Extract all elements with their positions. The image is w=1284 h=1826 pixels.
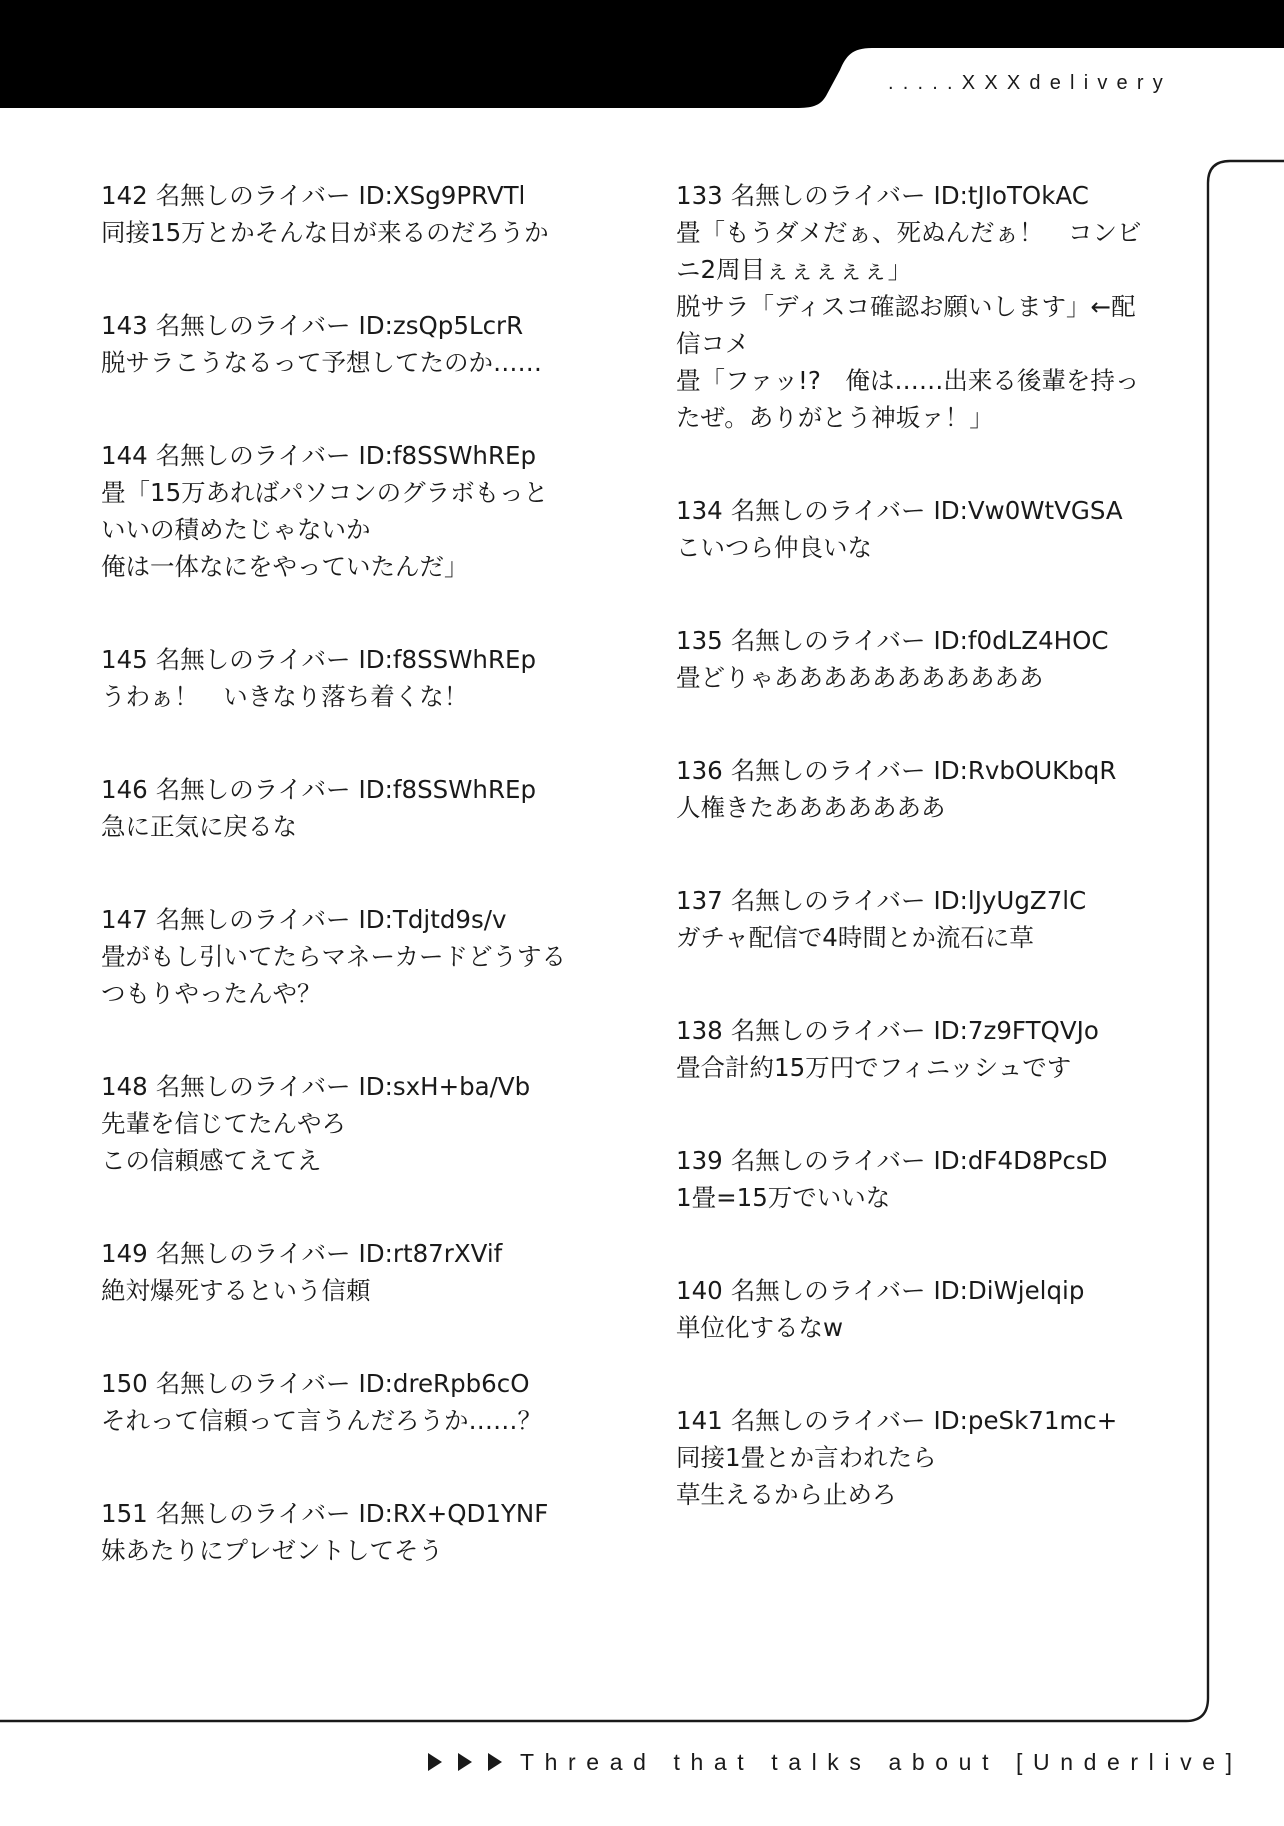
thread-post [676,1402,1156,1513]
post-body-line: 畳「15万あればパソコンのグラボもっと [101,478,549,507]
poster-name: 名無しのライバー [730,1276,926,1305]
post-header [101,901,581,938]
poster-name: 名無しのライバー [155,1499,351,1528]
post-header [676,1142,1156,1179]
post-header [101,1365,581,1402]
poster-name: 名無しのライバー [730,496,926,525]
post-header [101,771,581,808]
thread-post [676,1012,1156,1086]
post-header [101,641,581,678]
post-number: 146 [101,775,148,804]
post-body-line: 同接1畳とか言われたら [676,1443,937,1472]
poster-name: 名無しのライバー [155,1072,351,1101]
poster-id: ID:Tdjtd9s/v [358,905,507,934]
thread-post [101,437,581,585]
poster-id: ID:f8SSWhREp [358,645,537,674]
post-number: 135 [676,626,723,655]
post-body-line: ガチャ配信で4時間とか流石に草 [676,923,1034,952]
poster-id: ID:zsQp5LcrR [358,311,524,340]
post-number: 138 [676,1016,723,1045]
thread-post [101,1235,581,1309]
poster-name: 名無しのライバー [155,441,351,470]
post-body-line: 畳がもし引いてたらマネーカードどうする [101,942,567,971]
post-header [101,307,581,344]
post-number: 136 [676,756,723,785]
left-column [101,177,581,1625]
post-header [676,752,1156,789]
triangle-right-icon [488,1753,502,1771]
post-number: 142 [101,181,148,210]
post-number: 143 [101,311,148,340]
poster-id: ID:rt87rXVif [358,1239,503,1268]
post-number: 133 [676,181,723,210]
poster-id: ID:peSk71mc+ [933,1406,1118,1435]
footer [428,1744,1243,1780]
post-number: 145 [101,645,148,674]
post-header [676,1012,1156,1049]
poster-id: ID:XSg9PRVTl [358,181,526,210]
thread-post [676,1272,1156,1346]
poster-name: 名無しのライバー [155,905,351,934]
right-column [676,177,1156,1569]
poster-id: ID:RvbOUKbqR [933,756,1117,785]
post-body-line: 単位化するなw [676,1313,844,1342]
post-number: 137 [676,886,723,915]
post-body-line: うわぁ！ いきなり落ち着くな！ [101,682,469,711]
poster-id: ID:lJyUgZ7lC [933,886,1087,915]
poster-name: 名無しのライバー [730,1406,926,1435]
post-body-line: 急に正気に戻るな [101,812,297,841]
post-body-line: つもりやったんや？ [101,979,322,1008]
poster-id: ID:RX+QD1YNF [358,1499,549,1528]
poster-id: ID:Vw0WtVGSA [933,496,1123,525]
post-number: 134 [676,496,723,525]
poster-name: 名無しのライバー [730,886,926,915]
post-number: 150 [101,1369,148,1398]
post-body-line: いいの積めたじゃないか [101,515,371,544]
post-number: 144 [101,441,148,470]
post-header [676,1402,1156,1439]
post-body-line: 畳「もうダメだぁ、死ぬんだぁ！ コンビ [676,218,1142,247]
thread-post [676,622,1156,696]
post-body-line: 1畳=15万でいいな [676,1183,891,1212]
poster-id: ID:DiWjelqip [933,1276,1085,1305]
post-body-line: 草生えるから止めろ [676,1480,897,1509]
triangle-right-icon [428,1753,442,1771]
post-body-line: 俺は一体なにをやっていたんだ」 [101,552,469,581]
post-body-line: ニ2周目ぇぇぇぇぇ」 [676,255,913,284]
post-body-line: 信コメ [676,329,750,358]
thread-post [676,1142,1156,1216]
post-header [676,1272,1156,1309]
post-header [101,177,581,214]
post-body-line: 同接15万とかそんな日が来るのだろうか [101,218,549,247]
poster-id: ID:f8SSWhREp [358,775,537,804]
poster-name: 名無しのライバー [730,1146,926,1175]
post-header [101,1235,581,1272]
poster-name: 名無しのライバー [730,626,926,655]
post-body-line: 先輩を信じてたんやろ [101,1109,346,1138]
poster-name: 名無しのライバー [730,756,926,785]
footer-title: Thread that talks about [Underlive] [520,1748,1243,1775]
post-header [101,1495,581,1532]
post-body-line: この信頼感てえてえ [101,1146,322,1175]
post-body-line: たぜ。ありがとう神坂ァ！」 [676,403,994,432]
post-number: 148 [101,1072,148,1101]
running-title: .....XXXdelivery [888,72,1172,94]
post-number: 147 [101,905,148,934]
post-header [676,177,1156,214]
poster-id: ID:7z9FTQVJo [933,1016,1099,1045]
thread-post [101,771,581,845]
post-header [676,622,1156,659]
post-number: 141 [676,1406,723,1435]
thread-post [101,1068,581,1179]
post-number: 139 [676,1146,723,1175]
poster-name: 名無しのライバー [730,181,926,210]
poster-name: 名無しのライバー [155,775,351,804]
thread-post [101,1495,581,1569]
thread-post [101,641,581,715]
post-number: 151 [101,1499,148,1528]
thread-post [676,752,1156,826]
post-header [101,437,581,474]
post-body-line: こいつら仲良いな [676,533,872,562]
poster-id: ID:f0dLZ4HOC [933,626,1109,655]
post-number: 149 [101,1239,148,1268]
post-body-line: 畳「ファッ!? 俺は……出来る後輩を持っ [676,366,1140,395]
poster-name: 名無しのライバー [730,1016,926,1045]
post-header [676,492,1156,529]
thread-post [101,307,581,381]
poster-name: 名無しのライバー [155,181,351,210]
thread-post [101,177,581,251]
post-body-line: 脱サラ「ディスコ確認お願いします」←配 [676,292,1136,321]
post-header [101,1068,581,1105]
post-body-line: それって信頼って言うんだろうか……？ [101,1406,542,1435]
post-number: 140 [676,1276,723,1305]
poster-name: 名無しのライバー [155,1369,351,1398]
thread-post [676,177,1156,436]
poster-name: 名無しのライバー [155,311,351,340]
post-header [676,882,1156,919]
post-body-line: 畳どりゃあああああああああああ [676,663,1044,692]
poster-name: 名無しのライバー [155,1239,351,1268]
thread-post [676,492,1156,566]
poster-id: ID:tJIoTOkAC [933,181,1089,210]
thread-post [101,901,581,1012]
poster-id: ID:f8SSWhREp [358,441,537,470]
thread-post [101,1365,581,1439]
poster-id: ID:dreRpb6cO [358,1369,530,1398]
post-body-line: 畳合計約15万円でフィニッシュです [676,1053,1072,1082]
poster-id: ID:dF4D8PcsD [933,1146,1108,1175]
triangle-right-icon [458,1753,472,1771]
poster-name: 名無しのライバー [155,645,351,674]
post-body-line: 人権きたあああああああ [676,793,946,822]
post-body-line: 絶対爆死するという信頼 [101,1276,371,1305]
post-body-line: 妹あたりにプレゼントしてそう [101,1536,444,1565]
thread-post [676,882,1156,956]
post-body-line: 脱サラこうなるって予想してたのか…… [101,348,542,377]
poster-id: ID:sxH+ba/Vb [358,1072,531,1101]
